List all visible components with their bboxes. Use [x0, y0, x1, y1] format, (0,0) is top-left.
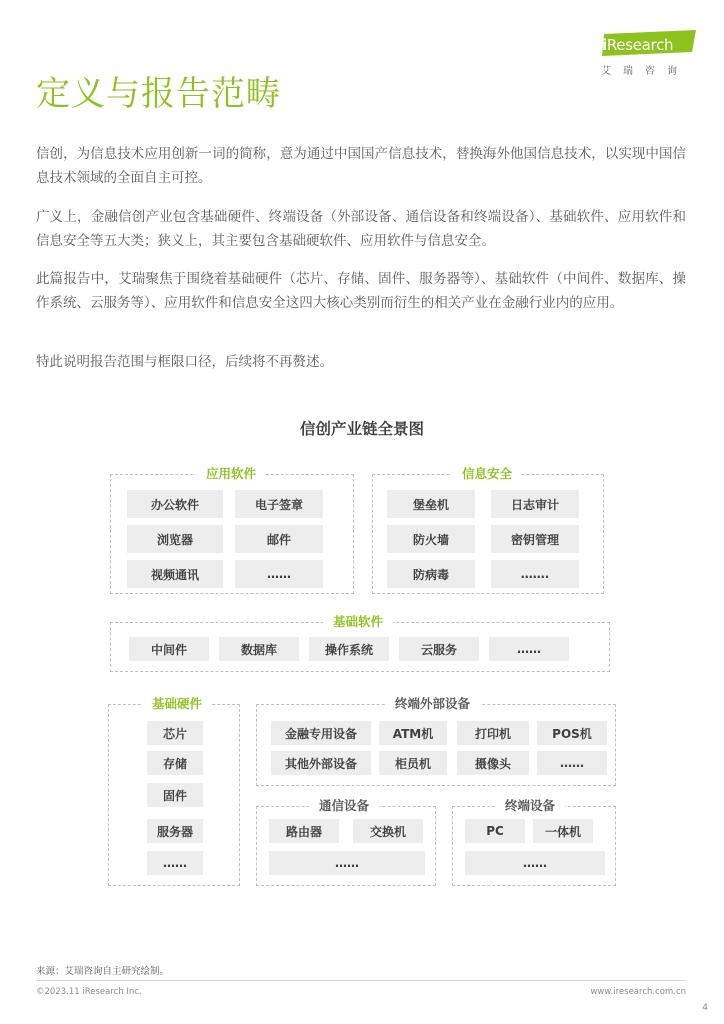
chip-financial-equipment: 金融专用设备	[271, 721, 371, 745]
chip-chip: 芯片	[147, 721, 203, 745]
chip-teller-machine: 柜员机	[379, 751, 447, 775]
chip-storage: 存储	[147, 751, 203, 775]
iresearch-logo	[598, 30, 702, 82]
diagram-title: 信创产业链全景图	[299, 420, 424, 438]
group-label-terminal-peripheral: 终端外部设备	[385, 695, 480, 713]
group-label-terminal-devices: 终端设备	[495, 797, 565, 815]
chip-video-comm: 视频通讯	[127, 560, 223, 588]
chip-app-more: ……	[235, 560, 323, 588]
chip-printer: 打印机	[457, 721, 529, 745]
chip-browser: 浏览器	[127, 525, 223, 553]
chip-other-peripheral: 其他外部设备	[271, 751, 371, 775]
chip-email: 邮件	[235, 525, 323, 553]
page-number: 4	[702, 1003, 708, 1013]
chip-office-software: 办公软件	[127, 490, 223, 518]
group-app-software	[110, 466, 354, 594]
chip-hardware-more: ……	[147, 851, 203, 875]
paragraph-1: 信创，为信息技术应用创新一词的简称，意为通过中国国产信息技术，替换海外他国信息技术，以实现中国信息技术领域的全面自主可控。	[36, 146, 686, 186]
chip-terminal-more: ……	[465, 851, 605, 875]
website-link[interactable]: www.iresearch.com.cn	[590, 987, 686, 997]
chip-software-more: ……	[489, 637, 569, 661]
logo-research: Research	[606, 36, 674, 54]
chip-firewall: 防火墙	[387, 525, 475, 553]
chip-bastion-host: 堡垒机	[387, 490, 475, 518]
chip-log-audit: 日志审计	[491, 490, 579, 518]
copyright: ©2023.11 iResearch Inc.	[36, 987, 142, 997]
chip-pos: POS机	[537, 721, 607, 745]
chip-server: 服务器	[147, 819, 203, 843]
chip-antivirus: 防病毒	[387, 560, 475, 588]
chip-security-more: …….	[491, 560, 579, 588]
chip-atm: ATM机	[379, 721, 447, 745]
logo-text	[602, 36, 673, 54]
chip-pc: PC	[465, 819, 525, 843]
paragraph-2: 广义上，金融信创产业包含基础硬件、终端设备（外部设备、通信设备和终端设备）、基础软件、应用软件和信息安全等五大类；狭义上，其主要包含基础硬软件、应用软件与信息安全。	[36, 209, 686, 249]
group-base-software	[110, 614, 610, 672]
chip-router: 路由器	[269, 819, 339, 843]
group-label-base-hardware: 基础硬件	[142, 695, 212, 713]
chip-middleware: 中间件	[129, 637, 209, 661]
chip-camera: 摄像头	[457, 751, 529, 775]
group-info-security	[372, 466, 604, 594]
page-title: 定义与报告范畴	[36, 74, 281, 114]
chip-peripheral-more: ……	[537, 751, 607, 775]
paragraph-4: 特此说明报告范围与框限口径，后续将不再赘述。	[36, 354, 333, 370]
logo-i: i	[602, 36, 607, 54]
group-terminal-peripheral	[256, 696, 616, 786]
chip-key-management: 密钥管理	[491, 525, 579, 553]
chip-firmware: 固件	[147, 783, 203, 807]
chip-operating-system: 操作系统	[309, 637, 389, 661]
group-label-comm-devices: 通信设备	[309, 797, 379, 815]
paragraph-3: 此篇报告中，艾瑞聚焦于围绕着基础硬件（芯片、存储、固件、服务器等）、基础软件（中间件、数据库、操作系统、云服务等）、应用软件和信息安全这四大核心类别而衍生的相关产业在金融行业内的应用。	[36, 271, 686, 311]
group-base-hardware	[108, 696, 240, 886]
chip-switch: 交换机	[353, 819, 423, 843]
chip-database: 数据库	[219, 637, 299, 661]
group-label-app-software: 应用软件	[196, 465, 266, 483]
group-terminal-devices	[452, 798, 616, 886]
group-comm-devices	[256, 798, 436, 886]
footer-divider	[36, 980, 686, 981]
chip-comm-more: ……	[269, 851, 425, 875]
group-label-info-security: 信息安全	[452, 465, 522, 483]
chip-all-in-one: 一体机	[533, 819, 593, 843]
source-note: 来源：艾瑞咨询自主研究绘制。	[36, 966, 170, 977]
group-label-base-software: 基础软件	[323, 613, 393, 631]
chip-e-signature: 电子签章	[235, 490, 323, 518]
chip-cloud-service: 云服务	[399, 637, 479, 661]
logo-cn-text: 艾瑞咨询	[601, 66, 689, 77]
